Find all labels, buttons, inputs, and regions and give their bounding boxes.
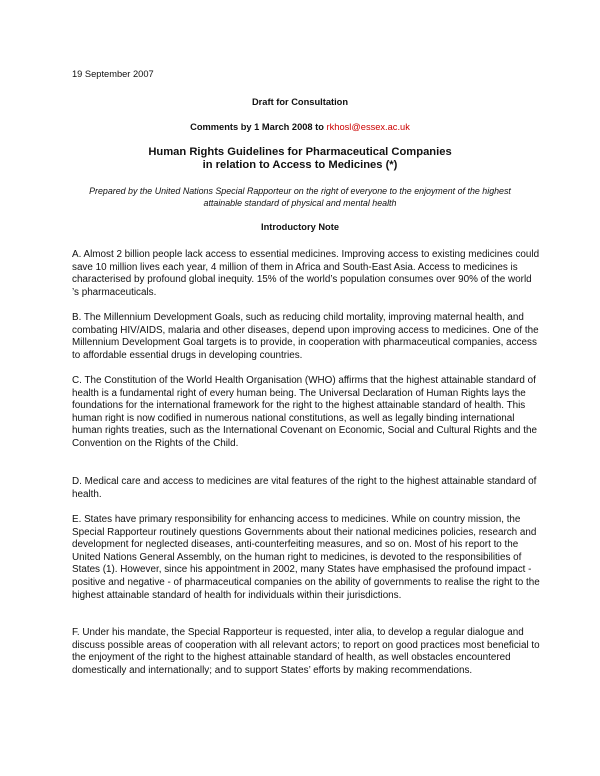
paragraph-c: C. The Constitution of the World Health Organisation (WHO) affirms that the highest attainable standard of health is a fundamental right of every human being. The Universal Declaration of Human Rights lays the foundations for the international framework for the right to the highest attainable standard of health. This human right is now codified in numerous national constitutions, as well as legally binding international human rights treaties, such as the International Covenant on Economic, Social and Cultural Rights and the Convention on the Rights of the Child. — [72, 375, 537, 449]
title-line-2: in relation to Access to Medicines (*) — [202, 159, 398, 171]
paragraph-e: E. States have primary responsibility for enhancing access to medicines. While on country mission, the Special Rapporteur routinely questions Governments about their national medicines policies, research and development for neglected diseases, anti-counterfeiting measures, and so on. Most of his report to the United Nations General Assembly, on the human right to medicines, is devoted to the responsibilities of States (1). However, since his appointment in 2002, many States have emphasised the profound impact - positive and negative - of pharmaceutical companies on the ability of governments to realise the right to the highest attainable standard of health for individuals within their jurisdictions. — [72, 514, 540, 601]
document-date: 19 September 2007 — [72, 69, 154, 79]
section-heading: Introductory Note — [261, 222, 339, 232]
comments-line — [0, 122, 600, 132]
paragraph-b: B. The Millennium Development Goals, such as reducing child mortality, improving maternal health, and combating HIV/AIDS, malaria and other diseases, depend upon improving access to medicines. One of the Millennium Development Goal targets is to provide, in cooperation with pharmaceutical companies, access to affordable essential drugs in developing countries. — [72, 312, 539, 361]
paragraph-f: F. Under his mandate, the Special Rapporteur is requested, inter alia, to develop a regular dialogue and discuss possible areas of cooperation with all relevant actors; to report on good practices most beneficial to the enjoyment of the right to the highest attainable standard of health, as well obstacles encountered domestically and internationally; and to support States’ efforts by making recommendations. — [72, 627, 540, 676]
comments-prefix: Comments by 1 March 2008 to — [190, 122, 327, 132]
document-subtitle: Prepared by the United Nations Special Rapporteur on the right of everyone to the enjoyment of the highest attainable standard of physical and mental health — [89, 186, 511, 208]
paragraph-a: A. Almost 2 billion people lack access to essential medicines. Improving access to existing medicines could save 10 million lives each year, 4 million of them in Africa and South-East Asia. Access to medicines is characterised by profound global inequity. 15% of the world’s population consumes over 90% of the world ’s pharmaceuticals. — [72, 249, 540, 298]
paragraph-d: D. Medical care and access to medicines are vital features of the right to the highest attainable standard of health. — [72, 476, 537, 500]
draft-label: Draft for Consultation — [251, 97, 349, 107]
document-title — [0, 146, 600, 172]
title-line-1: Human Rights Guidelines for Pharmaceutical Companies — [148, 146, 452, 158]
comments-email-link[interactable]: rkhosl@essex.ac.uk — [326, 122, 410, 132]
